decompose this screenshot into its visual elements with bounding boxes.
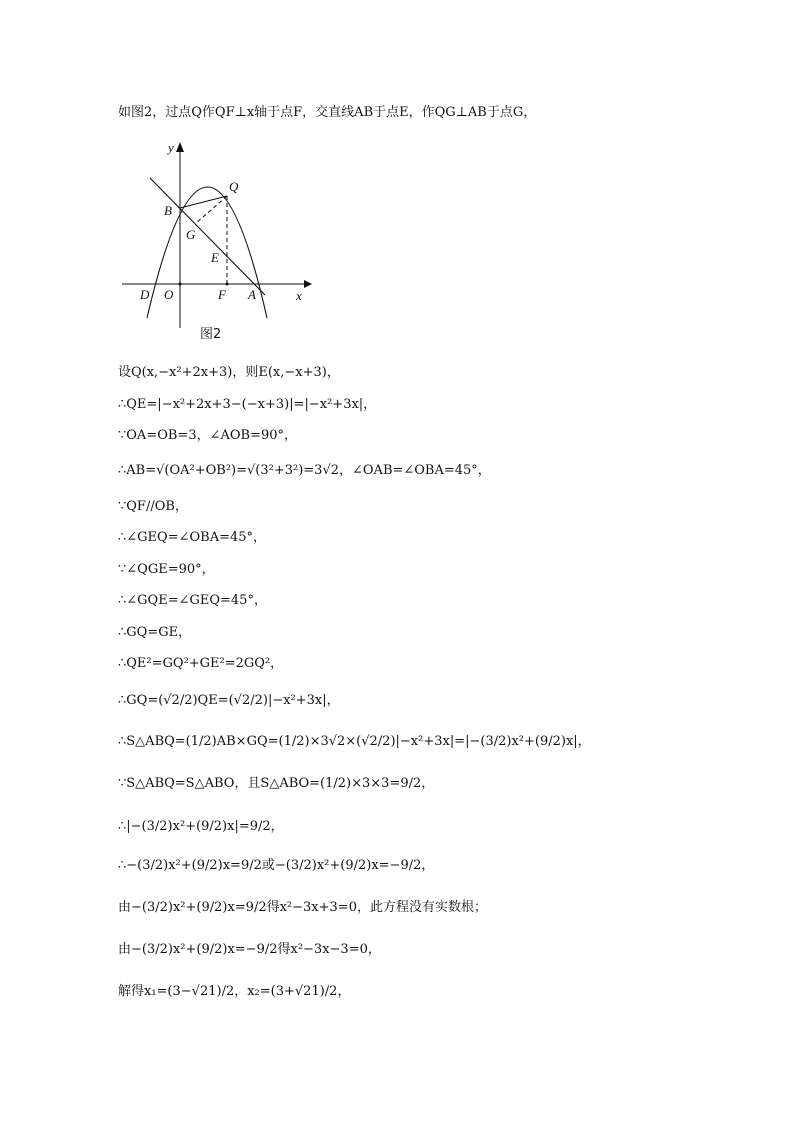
line-1: 如图2，过点Q作QF⊥x轴于点F，交直线AB于点E，作QG⊥AB于点G，	[118, 105, 537, 120]
line-ab	[150, 178, 265, 295]
label-g: G	[186, 227, 196, 242]
label-q: Q	[229, 179, 239, 194]
line-17: 由−(3/2)x²+(9/2)x=9/2得x²−3x+3=0，此方程没有实数根；	[118, 900, 487, 915]
line-15: ∴|−(3/2)x²+(9/2)x|=9/2，	[118, 819, 284, 834]
line-14: ∵S△ABQ=S△ABO，且S△ABO=(1/2)×3×3=9/2，	[118, 776, 435, 791]
label-a: A	[248, 287, 256, 302]
line-12: ∴GQ=(√2/2)QE=(√2/2)|−x²+3x|，	[118, 693, 340, 708]
y-axis-arrow	[176, 142, 184, 152]
label-d: D	[140, 287, 150, 302]
line-4: ∵OA=OB=3，∠AOB=90°，	[118, 428, 298, 443]
figure-caption: 图2	[200, 327, 222, 342]
label-b: B	[164, 203, 172, 218]
line-6: ∵QF//OB，	[118, 499, 188, 514]
line-7: ∴∠GEQ=∠OBA=45°，	[118, 530, 267, 545]
label-o: O	[164, 287, 174, 302]
line-11: ∴QE²=GQ²+GE²=2GQ²，	[118, 656, 284, 671]
parabola-diagram	[118, 138, 318, 343]
line-3: ∴QE=|−x²+2x+3−(−x+3)|=|−x²+3x|，	[118, 397, 377, 412]
line-10: ∴GQ=GE，	[118, 625, 192, 640]
line-18: 由−(3/2)x²+(9/2)x=−9/2得x²−3x−3=0，	[118, 942, 381, 957]
label-f: F	[218, 287, 226, 302]
line-13: ∴S△ABQ=(1/2)AB×GQ=(1/2)×3√2×(√2/2)|−x²+3x|=|−(3/2)x²+(9/2)x|，	[118, 734, 591, 749]
point-f	[226, 283, 229, 286]
point-o	[179, 283, 182, 286]
x-axis-arrow	[304, 280, 312, 288]
label-e: E	[211, 250, 219, 265]
line-19: 解得x₁=(3−√21)/2，x₂=(3+√21)/2，	[118, 984, 351, 999]
label-y: y	[168, 140, 174, 155]
line-9: ∴∠GQE=∠GEQ=45°，	[118, 593, 267, 608]
label-x: x	[296, 288, 302, 303]
figure-2	[118, 138, 318, 343]
line-5: ∴AB=√(OA²+OB²)=√(3²+3²)=3√2，∠OAB=∠OBA=45°，	[118, 463, 491, 478]
line-16: ∴−(3/2)x²+(9/2)x=9/2或−(3/2)x²+(9/2)x=−9/2，	[118, 858, 435, 873]
line-8: ∵∠QGE=90°，	[118, 562, 215, 577]
line-2: 设Q(x,−x²+2x+3)，则E(x,−x+3)，	[118, 365, 340, 380]
